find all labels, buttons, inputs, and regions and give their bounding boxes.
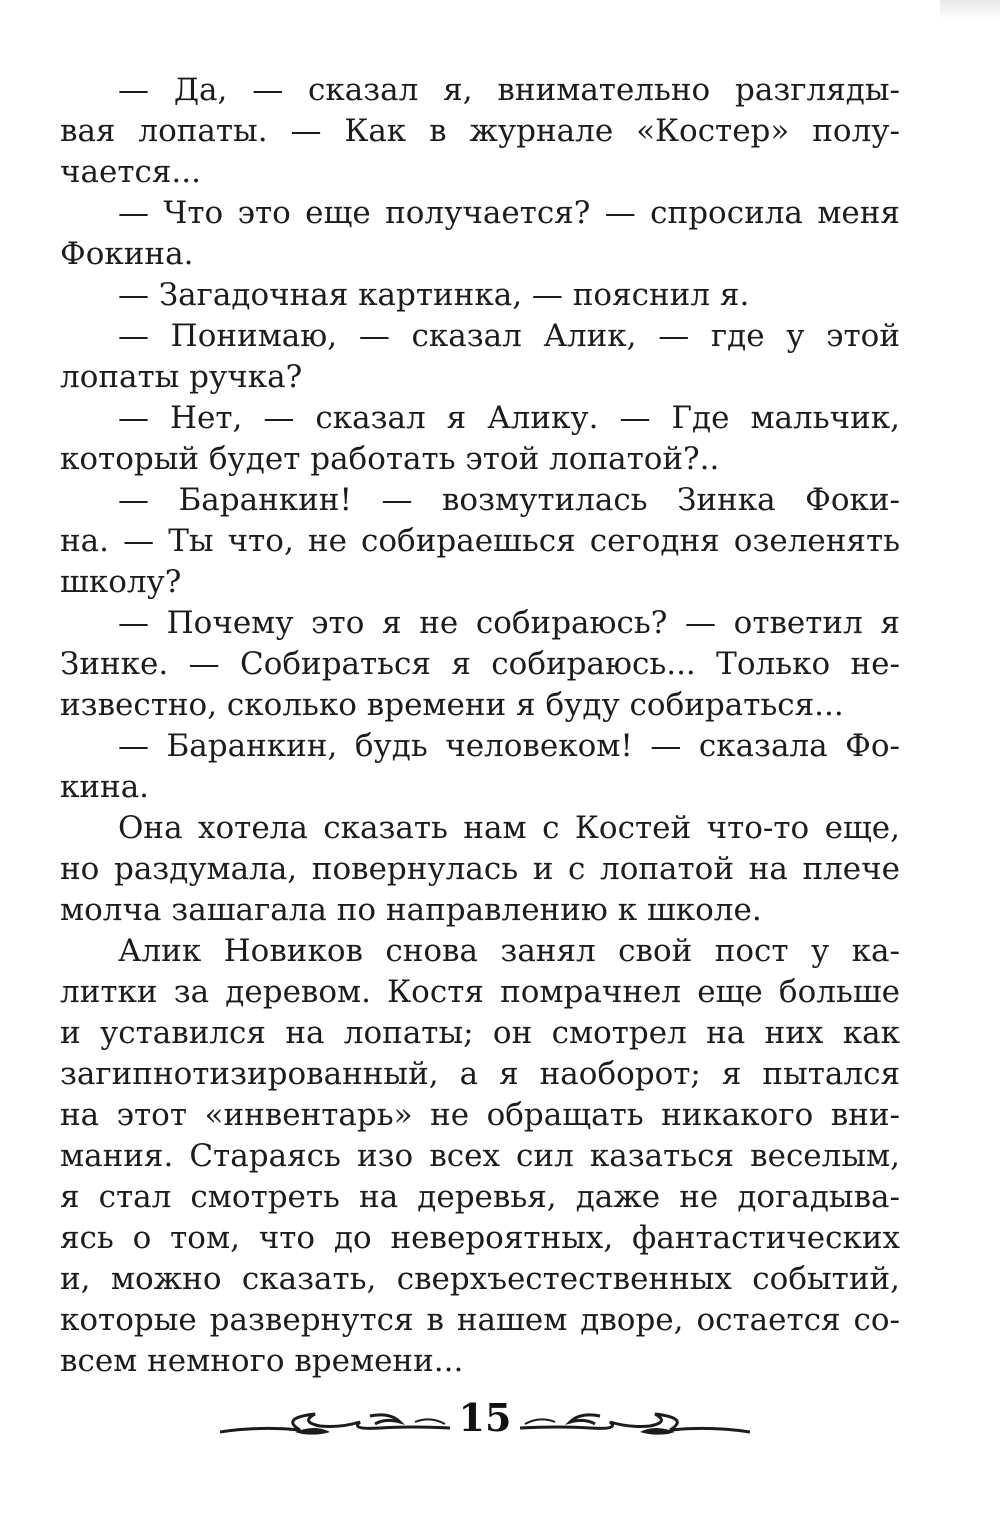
text-line: и, можно сказать, сверхъестественных событий, — [60, 1261, 900, 1297]
flourish-right-icon — [520, 1408, 750, 1438]
text-line: — Баранкин, будь человеком! — сказала Фо- — [118, 728, 900, 764]
text-line: я стал смотреть на деревья, даже не догадыва- — [60, 1179, 900, 1215]
text-line: литки за деревом. Костя помрачнел еще больше — [60, 974, 900, 1010]
text-line: школу? — [60, 564, 182, 600]
text-line: ясь о том, что до невероятных, фантастических — [60, 1220, 900, 1256]
text-line: молча зашагала по направлению к школе. — [60, 892, 762, 928]
text-line: кина. — [60, 769, 150, 805]
text-line: — Да, — сказал я, внимательно разгляды- — [118, 72, 900, 108]
text-line: известно, сколько времени я буду собираться... — [60, 687, 844, 723]
text-line: — Понимаю, — сказал Алик, — где у этой — [118, 318, 900, 354]
text-line: Алик Новиков снова занял свой пост у ка- — [118, 933, 900, 969]
text-line: чается... — [60, 154, 201, 190]
text-line: Зинке. — Собираться я собираюсь... Только не- — [60, 646, 900, 682]
text-line: которые развернутся в нашем дворе, остается со- — [60, 1302, 900, 1338]
text-line: лопаты ручка? — [60, 359, 303, 395]
page-footer — [220, 1390, 750, 1450]
text-line: мания. Стараясь изо всех сил казаться веселым, — [60, 1138, 900, 1174]
text-line: на этот «инвентарь» не обращать никакого вни- — [60, 1097, 900, 1133]
text-line: Фокина. — [60, 236, 194, 272]
text-line: загипнотизированный, а я наоборот; я пытался — [60, 1056, 900, 1092]
page-edge-shadow — [940, 0, 1000, 20]
text-line: Она хотела сказать нам с Костей что-то еще, — [118, 810, 900, 846]
text-line: всем немного времени... — [60, 1343, 464, 1379]
text-line: — Баранкин! — возмутилась Зинка Фоки- — [118, 482, 900, 518]
text-line: — Почему это я не собираюсь? — ответил я — [118, 605, 900, 641]
text-line: и уставился на лопаты; он смотрел на них как — [60, 1015, 900, 1051]
flourish-left-icon — [220, 1408, 450, 1438]
text-line: но раздумала, повернулась и с лопатой на плече — [60, 851, 900, 887]
text-line: — Загадочная картинка, — пояснил я. — [118, 277, 750, 313]
page-text — [60, 70, 900, 1382]
text-line: — Нет, — сказал я Алику. — Где мальчик, — [118, 400, 900, 436]
text-line: — Что это еще получается? — спросила меня — [118, 195, 900, 231]
text-line: вая лопаты. — Как в журнале «Костер» полу- — [60, 113, 900, 149]
text-line: на. — Ты что, не собираешься сегодня озеленять — [60, 523, 900, 559]
text-line: который будет работать этой лопатой?.. — [60, 441, 720, 477]
page-number: 15 — [458, 1395, 512, 1440]
